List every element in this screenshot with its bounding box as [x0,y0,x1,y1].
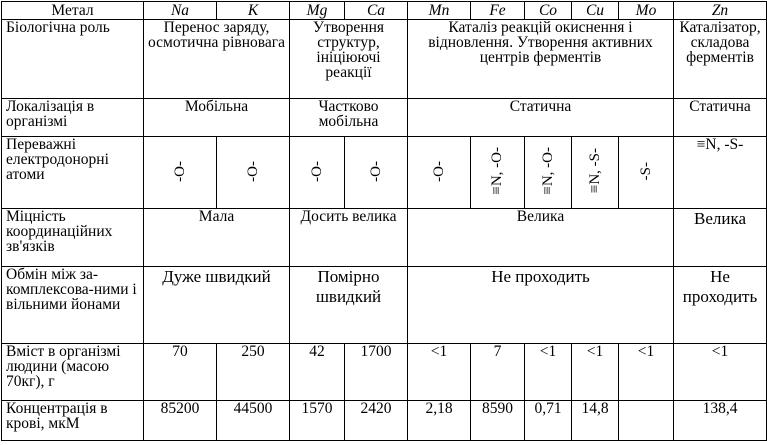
donor-na [144,137,217,209]
header-fe: Fe [471,2,525,20]
row-label-strength: Міцність координаційних зв'язків [2,209,144,267]
donor-co [525,137,572,209]
donor-mg [290,137,345,209]
strength-mg-ca: Досить велика [290,209,408,267]
exchange-mg-ca: Помірно швидкий [290,267,408,344]
donor-k [217,137,290,209]
exchange-na-k: Дуже швидкий [144,267,290,344]
donor-ca [345,137,408,209]
content-zn: <1 [674,344,767,401]
header-na: Na [144,2,217,20]
blood-ca: 2420 [345,401,408,441]
content-fe: 7 [471,344,525,401]
donor-cu [572,137,619,209]
donor-k-text: -O- [244,160,261,182]
donor-cu-text: ≡N, -S- [586,148,603,194]
localization-mn-mo: Статична [408,99,674,137]
blood-cu: 14,8 [572,401,619,441]
donor-fe [471,137,525,209]
content-cu: <1 [572,344,619,401]
row-blood [2,401,767,441]
blood-k: 44500 [217,401,290,441]
strength-mn-mo: Велика [408,209,674,267]
content-mn: <1 [408,344,471,401]
content-k: 250 [217,344,290,401]
blood-fe: 8590 [471,401,525,441]
row-content [2,344,767,401]
blood-mo [619,401,674,441]
content-co: <1 [525,344,572,401]
header-metal: Метал [2,2,144,20]
bio-role-na-k: Перенос заряду, осмотична рівновага [144,20,290,99]
bio-role-mn-mo: Каталіз реакцій окиснення і відновлення. Утворення активних центрів ферментів [408,20,674,99]
row-localization [2,99,767,137]
header-mn: Mn [408,2,471,20]
donor-fe-text: ≡N, -O- [489,147,505,195]
blood-na: 85200 [144,401,217,441]
row-label-donor-atoms: Переважні електродонорні атоми [2,137,144,209]
blood-mn: 2,18 [408,401,471,441]
donor-mo [619,137,674,209]
row-label-content: Вміст в організмі людини (масою 70кг), г [2,344,144,401]
donor-na-text: -O- [171,160,188,182]
blood-mg: 1570 [290,401,345,441]
donor-mn-text: -O- [430,160,447,182]
header-zn: Zn [674,2,767,20]
content-mg: 42 [290,344,345,401]
localization-na-k: Мобільна [144,99,290,137]
localization-zn: Статична [674,99,767,137]
strength-zn: Велика [674,209,767,267]
content-na: 70 [144,344,217,401]
header-co: Co [525,2,572,20]
donor-zn: ≡N, -S- [674,137,767,209]
header-ca: Ca [345,2,408,20]
blood-co: 0,71 [525,401,572,441]
donor-ca-text: -O- [367,160,384,182]
metals-biological-properties-table [1,1,767,441]
localization-mg-ca: Частково мобільна [290,99,408,137]
row-donor-atoms [2,137,767,209]
bio-role-zn: Каталізатор, складова ферментів [674,20,767,99]
header-row [2,2,767,20]
row-label-bio-role: Біологічна роль [2,20,144,99]
content-ca: 1700 [345,344,408,401]
donor-co-text: ≡N, -O- [539,147,556,195]
exchange-zn: Не проходить [674,267,767,344]
content-mo: <1 [619,344,674,401]
donor-mg-text: -O- [308,160,325,182]
donor-mo-text: -S- [637,161,654,181]
header-cu: Cu [572,2,619,20]
header-mo: Mo [619,2,674,20]
donor-mn [408,137,471,209]
bio-role-mg-ca: Утворення структур, ініціюючі реакції [290,20,408,99]
row-label-blood: Концентрація в крові, мкМ [2,401,144,441]
row-strength [2,209,767,267]
strength-na-k: Мала [144,209,290,267]
row-bio-role [2,20,767,99]
header-k: K [217,2,290,20]
row-exchange [2,267,767,344]
exchange-mn-mo: Не проходить [408,267,674,344]
row-label-localization: Локалізація в організмі [2,99,144,137]
blood-zn: 138,4 [674,401,767,441]
row-label-exchange: Обмін між за-комплексова-ними і вільними йонами [2,267,144,344]
header-mg: Mg [290,2,345,20]
